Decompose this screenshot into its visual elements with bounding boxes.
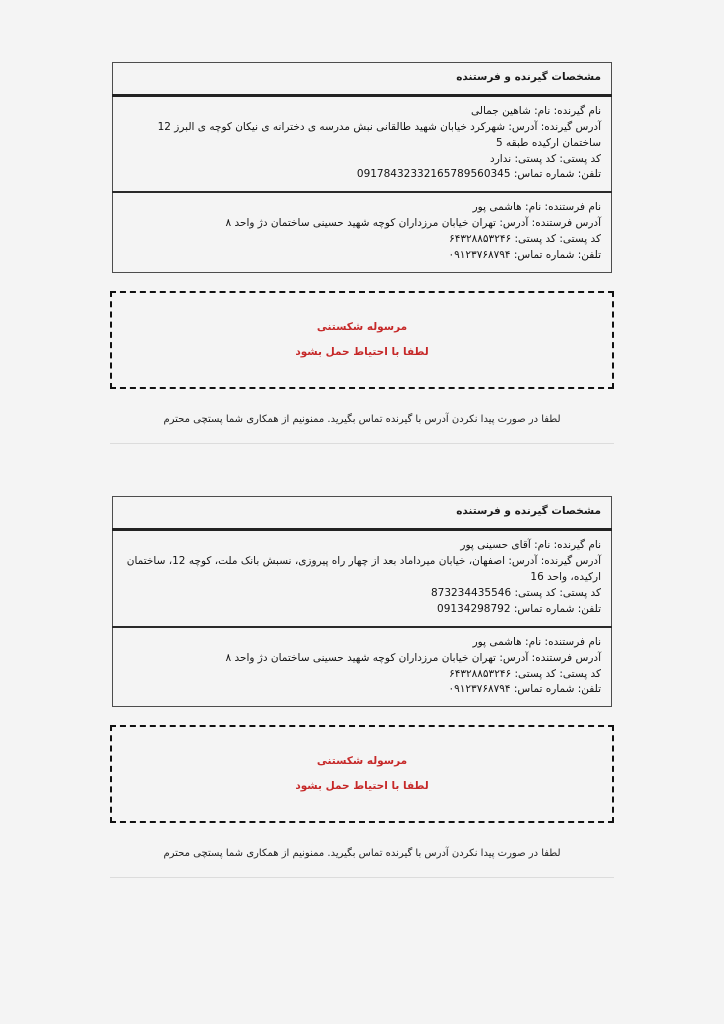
shipping-label-2	[110, 444, 614, 878]
table-header-row	[113, 497, 612, 530]
receiver-postal-code-2: کد پستی: کد پستی: 873234435546	[430, 586, 601, 599]
courier-note-2: لطفا در صورت پیدا نکردن آدرس با گیرنده تماس بگیرید. ممنونیم از همکاری شما پستچی محترم	[163, 848, 561, 860]
sender-name-1: نام فرستنده: نام: هاشمی پور	[472, 201, 601, 214]
courier-note-1: لطفا در صورت پیدا نکردن آدرس با گیرنده تماس بگیرید. ممنونیم از همکاری شما پستچی محترم	[163, 414, 561, 426]
receiver-details-1	[113, 95, 612, 192]
receiver-name-1: نام گیرنده: نام: شاهین جمالی	[471, 104, 601, 117]
fragile-warning-primary-1: مرسوله شکستنی	[316, 321, 408, 334]
sender-address-2: آدرس فرستنده: آدرس: تهران خیابان مرزداران کوچه شهید حسینی ساختمان دژ واحد ۸	[225, 651, 601, 664]
shipping-label-1	[110, 0, 614, 444]
fragile-warning-box-2	[110, 725, 614, 823]
sender-phone-1: تلفن: شماره تماس: ۰۹۱۲۳۷۶۸۷۹۴	[448, 249, 601, 262]
parties-details-title-2: مشخصات گیرنده و فرستنده	[113, 497, 612, 530]
fragile-warning-secondary-1: لطفا با احتیاط حمل بشود	[295, 345, 429, 358]
receiver-postal-code-1: کد پستی: کد پستی: ندارد	[490, 152, 601, 165]
receiver-phone-2: تلفن: شماره تماس: 09134298792	[437, 602, 601, 615]
table-row	[113, 95, 612, 192]
receiver-details-2	[113, 529, 612, 626]
fragile-warning-secondary-2: لطفا با احتیاط حمل بشود	[295, 779, 429, 792]
parties-details-title-1: مشخصات گیرنده و فرستنده	[113, 63, 612, 96]
sender-details-2	[113, 627, 612, 707]
parties-details-table-1	[112, 62, 612, 273]
parties-details-table-2	[112, 496, 612, 707]
sender-name-2: نام فرستنده: نام: هاشمی پور	[472, 635, 601, 648]
receiver-phone-1: تلفن: شماره تماس: 09178432332165789560345	[356, 168, 601, 181]
table-row	[113, 192, 612, 272]
sender-postal-code-1: کد پستی: کد پستی: ۶۴۳۲۸۸۵۳۲۴۶	[449, 233, 601, 246]
receiver-address-2: آدرس گیرنده: آدرس: اصفهان، خیابان میرداماد بعد از چهار راه پیروزی، نسبش بانک ملت، کوچه 12، ساختمان ارکیده، واحد 16	[126, 554, 601, 583]
receiver-address-1: آدرس گیرنده: آدرس: شهرکرد خیابان شهید طالقانی نبش مدرسه ی دخترانه ی نیکان کوچه ی البرز 12 ساختمان ارکیده طبقه 5	[157, 120, 601, 149]
sender-details-1	[113, 192, 612, 272]
sender-phone-2: تلفن: شماره تماس: ۰۹۱۲۳۷۶۸۷۹۴	[448, 683, 601, 696]
label-divider-2	[110, 877, 614, 878]
table-header-row	[113, 63, 612, 96]
fragile-warning-primary-2: مرسوله شکستنی	[316, 755, 408, 768]
sender-postal-code-2: کد پستی: کد پستی: ۶۴۳۲۸۸۵۳۲۴۶	[449, 667, 601, 680]
table-row	[113, 627, 612, 707]
sender-address-1: آدرس فرستنده: آدرس: تهران خیابان مرزداران کوچه شهید حسینی ساختمان دژ واحد ۸	[225, 217, 601, 230]
receiver-name-2: نام گیرنده: نام: آقای حسینی پور	[460, 538, 601, 551]
table-row	[113, 529, 612, 626]
fragile-warning-box-1	[110, 291, 614, 389]
